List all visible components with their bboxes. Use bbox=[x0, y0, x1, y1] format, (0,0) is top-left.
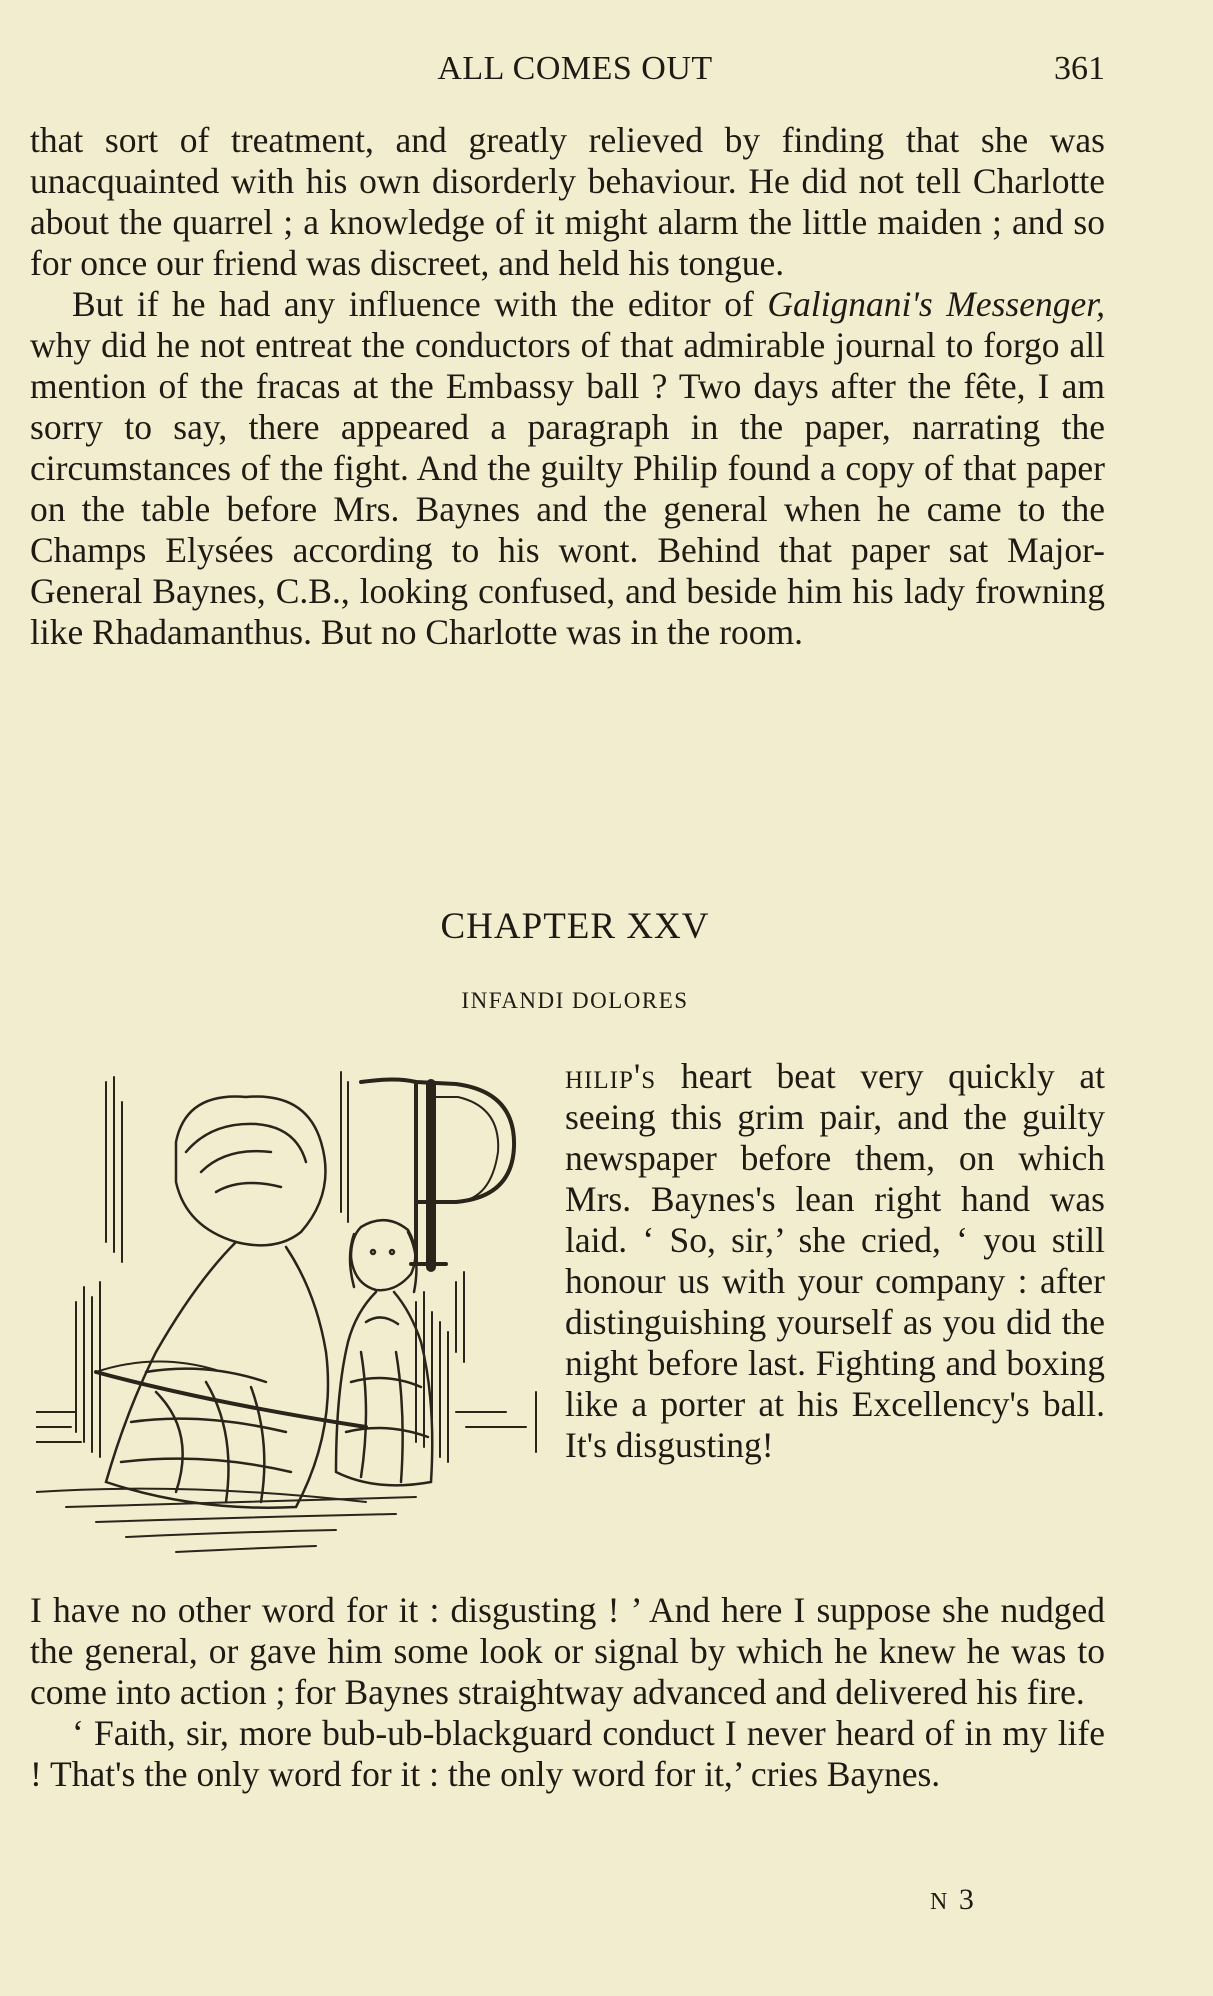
drop-letter-p bbox=[361, 1080, 514, 1268]
illustrated-initial-p-icon bbox=[36, 1052, 571, 1572]
signature-number: 3 bbox=[958, 1883, 976, 1916]
chapter-subtitle: INFANDI DOLORES bbox=[461, 988, 689, 1013]
opening-text bbox=[30, 120, 1105, 653]
chapter-title: CHAPTER XXV bbox=[440, 906, 710, 947]
first-word: hilip's bbox=[565, 1056, 657, 1096]
page-number: 361 bbox=[1054, 50, 1105, 87]
wrapped-paragraph bbox=[565, 1056, 1105, 1466]
signature-mark bbox=[930, 1883, 976, 1917]
paragraph-2 bbox=[30, 284, 1105, 653]
wrapped-body: heart beat very quickly at seeing this grim pair, and the guilty newspaper before them, on which Mrs. Baynes's lean right hand was laid. ‘ So, sir,’ she cried, ‘ you still honour us with your company : after distinguishing yourself as you did the night before last. Fighting and boxing like a porter at his Excellency's ball. It's disgusting! bbox=[565, 1056, 1105, 1465]
running-head bbox=[0, 50, 1213, 90]
paragraph-2-rest: why did he not entreat the conductors of that admirable journal to forgo all mention of the fracas at the Embassy ball ? Two days after the fête, I am sorry to say, there appeared a paragraph in the paper, narrating the circumstances of the fight. And the guilty Philip found a copy of that paper on the table before Mrs. Baynes and the general when he came to the Champs Elysées according to his wont. Behind that paper sat Major-General Baynes, C.B., looking confused, and beside him his lady frowning like Rhadamanthus. But no Charlotte was in the room. bbox=[30, 325, 1105, 652]
continuation-paragraph-1: I have no other word for it : disgusting ! ’ And here I suppose she nudged the general, or gave him some look or signal by which he knew he was to come into action ; for Baynes straightway advanced and delivered his fire. bbox=[30, 1590, 1105, 1712]
background-hatching bbox=[76, 1072, 536, 1462]
newspaper-title: Galignani's Messenger, bbox=[767, 284, 1105, 324]
lady-figure bbox=[106, 1097, 328, 1508]
signature-letter: N bbox=[930, 1889, 950, 1915]
paragraph-2-start: But if he had any influence with the editor of bbox=[72, 284, 768, 324]
continuation-paragraph-2: ‘ Faith, sir, more bub-ub-blackguard conduct I never heard of in my life ! That's the only word for it : the only word for it,’ cries Baynes. bbox=[30, 1713, 1105, 1794]
paragraph-1: that sort of treatment, and greatly relieved by finding that she was unacquainted with his own disorderly behaviour. He did not tell Charlotte about the quarrel ; a knowledge of it might alarm the little maiden ; and so for once our friend was discreet, and held his tongue. bbox=[30, 120, 1105, 283]
continuation-text bbox=[30, 1590, 1105, 1795]
running-title: ALL COMES OUT bbox=[437, 50, 713, 87]
